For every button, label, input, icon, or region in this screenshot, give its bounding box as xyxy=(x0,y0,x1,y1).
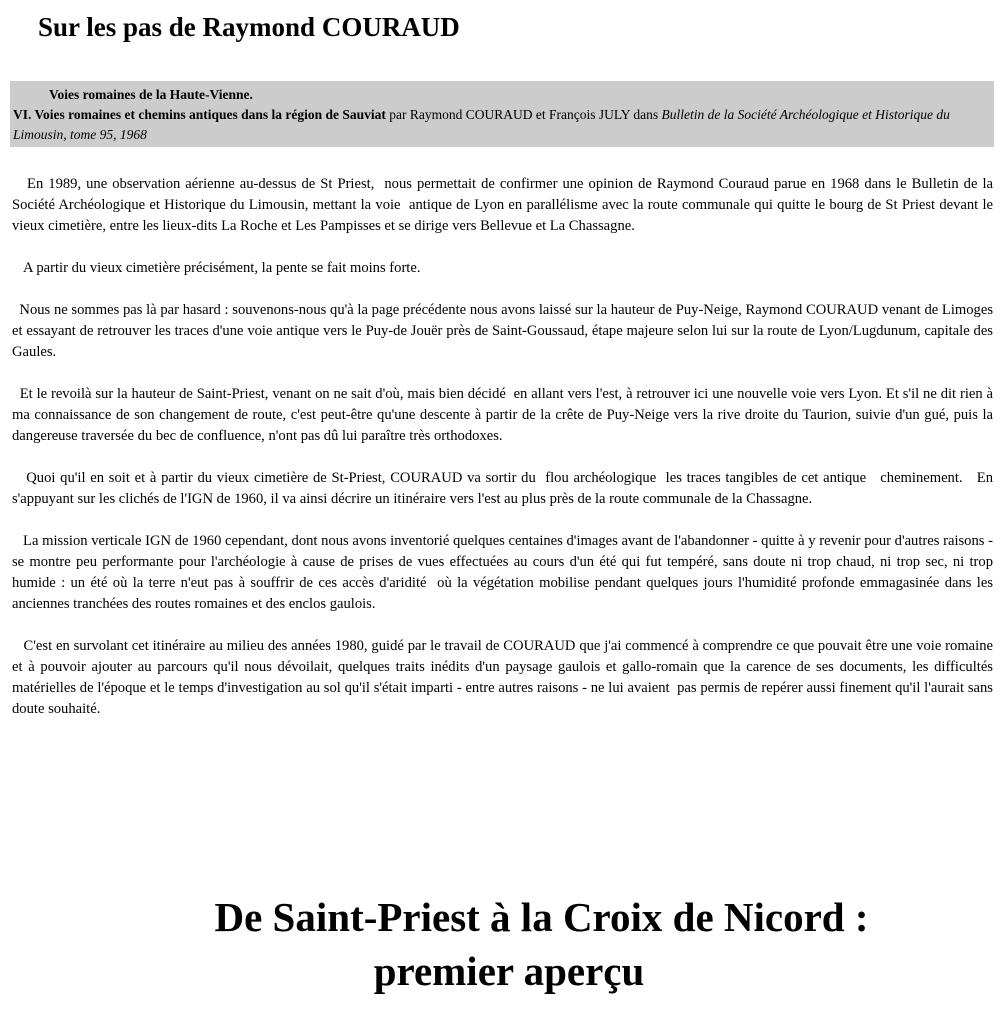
paragraph-1: En 1989, une observation aérienne au-dessus de St Priest, nous permettait de confirmer une opinion de Raymond Couraud parue en 1968 dans le Bulletin de la Société Archéologique et Historique du Limousin, mettant la voie antique de Lyon en parallélisme avec la route communale qui quitte le bourg de St Priest devant le vieux cimetière, entre les lieux-dits La Roche et Les Pampisses et se dirige vers Bellevue et La Chassagne. xyxy=(12,176,997,234)
reference-authors: par Raymond COURAUD et François JULY dans xyxy=(385,107,662,122)
reference-article-title: VI. Voies romaines et chemins antiques dans la région de Sauviat xyxy=(13,107,386,122)
section-heading xyxy=(0,890,1003,998)
section-heading-line-1: De Saint-Priest à la Croix de Nicord : xyxy=(214,894,869,940)
paragraph-6: La mission verticale IGN de 1960 cependant, dont nous avons inventorié quelques centaines d'images avant de l'abandonner - quitte à y revenir pour d'autres raisons - se montre peu performante pour l'archéologie à cause de prises de vues effectuées au cours d'un été qui fut tempéré, sans doute ni trop chaud, ni trop sec, ni trop humide : un été où la terre n'eut pas à souffrir de ces accès d'aridité où la végétation mobilise pendant quelques jours l'humidité profonde emmagasinée dans les anciennes tranchées des routes romaines et des enclos gaulois. xyxy=(12,533,1001,612)
paragraph-4: Et le revoilà sur la hauteur de Saint-Priest, venant on ne sait d'où, mais bien décidé en allant vers l'est, à retrouver ici une nouvelle voie vers Lyon. Et s'il ne dit rien à ma connaissance de son changement de route, c'est peut-être qu'une descente à partir de la crête de Puy-Neige vers la rive droite du Taurion, suivie d'un gué, puis la dangereuse traversée du bec de confluence, n'ont pas dû lui paraître très orthodoxes. xyxy=(12,386,997,444)
paragraph-3: Nous ne sommes pas là par hasard : souvenons-nous qu'à la page précédente nous avons laissé sur la hauteur de Puy-Neige, Raymond COURAUD venant de Limoges et essayant de retrouver les traces d'une voie antique vers le Puy-de Jouër près de Saint-Goussaud, étape majeure selon lui sur la route de Lyon/Lugdunum, capitale des Gaules. xyxy=(12,302,997,360)
page-title: Sur les pas de Raymond COURAUD xyxy=(38,12,460,42)
paragraph-7: C'est en survolant cet itinéraire au milieu des années 1980, guidé par le travail de COURAUD que j'ai commencé à comprendre ce que pouvait être une voie romaine et à pouvoir ajouter au parcours qu'il nous dévoilait, quelques traits inédits d'un paysage gaulois et gallo-romain que la carence de ses documents, les difficultés matérielles de l'époque et le temps d'investigation au sol qu'il s'était imparti - entre autres raisons - ne lui avaient pas permis de repérer aussi finement qu'il l'aurait sans doute souhaité. xyxy=(12,638,997,717)
paragraph-2: A partir du vieux cimetière précisément, la pente se fait moins forte. xyxy=(12,260,421,276)
article-body xyxy=(12,174,1001,741)
reference-bulletin: Bulletin de la Société Archéologique et Historique du Limousin, tome 95, 1968 xyxy=(13,107,950,142)
reference-box xyxy=(10,81,994,147)
section-heading-line-2: premier aperçu xyxy=(373,948,645,994)
paragraph-5: Quoi qu'il en soit et à partir du vieux cimetière de St-Priest, COURAUD va sortir du flou archéologique les traces tangibles de cet antique cheminement. En s'appuyant sur les clichés de l'IGN de 1960, il va ainsi décrire un itinéraire vers l'est au plus près de la route communale de la Chassagne. xyxy=(12,470,997,507)
reference-heading: Voies romaines de la Haute-Vienne. xyxy=(49,87,253,102)
